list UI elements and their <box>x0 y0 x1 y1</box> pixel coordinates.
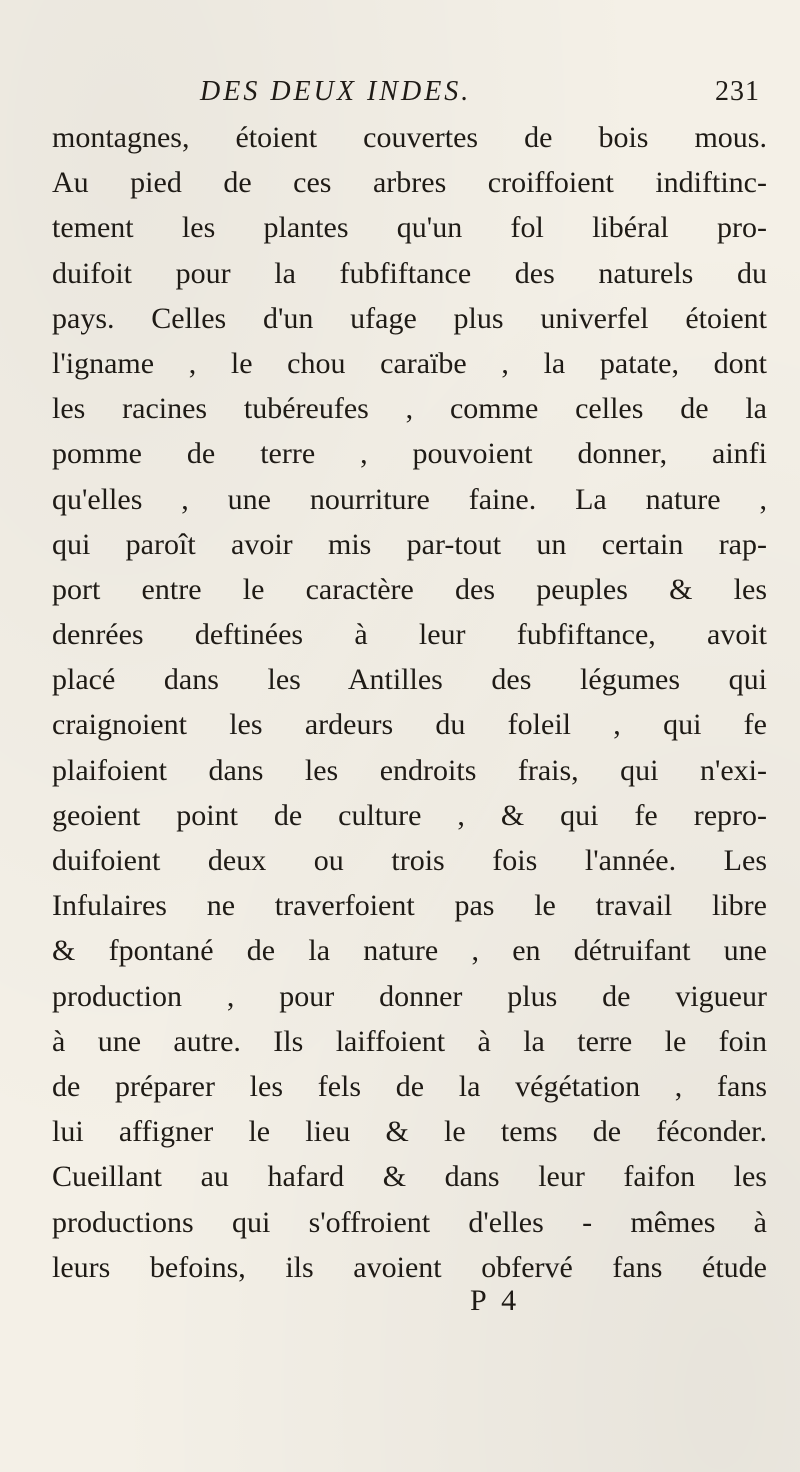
text-line: pays. Celles d'un ufage plus univerfel étoient <box>52 301 767 335</box>
text-line: lui affigner le lieu & le tems de féconder. <box>52 1115 767 1149</box>
text-line: montagnes, étoient couvertes de bois mous. <box>52 121 767 154</box>
text-line: & fpontané de la nature , en détruifant une <box>52 934 767 968</box>
text-line: pomme de terre , pouvoient donner, ainfi <box>52 437 767 471</box>
running-title: DES DEUX INDES. <box>200 76 472 107</box>
page-number: 231 <box>715 76 760 107</box>
text-line: placé dans les Antilles des légumes qui <box>52 663 767 697</box>
text-line: productions qui s'offroient d'elles - mêmes à <box>52 1205 767 1239</box>
signature-mark: P 4 <box>470 1284 521 1318</box>
text-line: geoient point de culture , & qui fe repro- <box>52 798 767 832</box>
text-line: qui paroît avoir mis par-tout un certain rap- <box>52 527 767 561</box>
text-line: production , pour donner plus de vigueur <box>52 979 767 1013</box>
text-line: Cueillant au hafard & dans leur faifon les <box>52 1160 767 1194</box>
text-line: craignoient les ardeurs du foleil , qui fe <box>52 708 767 742</box>
text-line: duifoit pour la fubfiftance des naturels du <box>52 256 767 290</box>
text-line: leurs befoins, ils avoient obfervé fans étude <box>52 1250 767 1284</box>
text-line: de préparer les fels de la végétation , fans <box>52 1069 767 1103</box>
text-line: duifoient deux ou trois fois l'année. Les <box>52 844 767 877</box>
text-line: qu'elles , une nourriture faine. La nature , <box>52 482 767 516</box>
body-text <box>52 115 767 1290</box>
text-line: Infulaires ne traverfoient pas le travail libre <box>52 889 767 923</box>
text-line: denrées deftinées à leur fubfiftance, avoit <box>52 618 767 652</box>
text-line: port entre le caractère des peuples & les <box>52 572 767 606</box>
text-line: les racines tubéreufes , comme celles de la <box>52 392 767 426</box>
text-line: Au pied de ces arbres croiffoient indiftinc- <box>52 166 767 200</box>
text-line: plaifoient dans les endroits frais, qui n'exi- <box>52 753 767 787</box>
page-header <box>200 76 760 116</box>
text-line: à une autre. Ils laiffoient à la terre le foin <box>52 1024 767 1058</box>
text-line: tement les plantes qu'un fol libéral pro- <box>52 211 767 245</box>
text-line: l'igname , le chou caraïbe , la patate, dont <box>52 346 767 380</box>
